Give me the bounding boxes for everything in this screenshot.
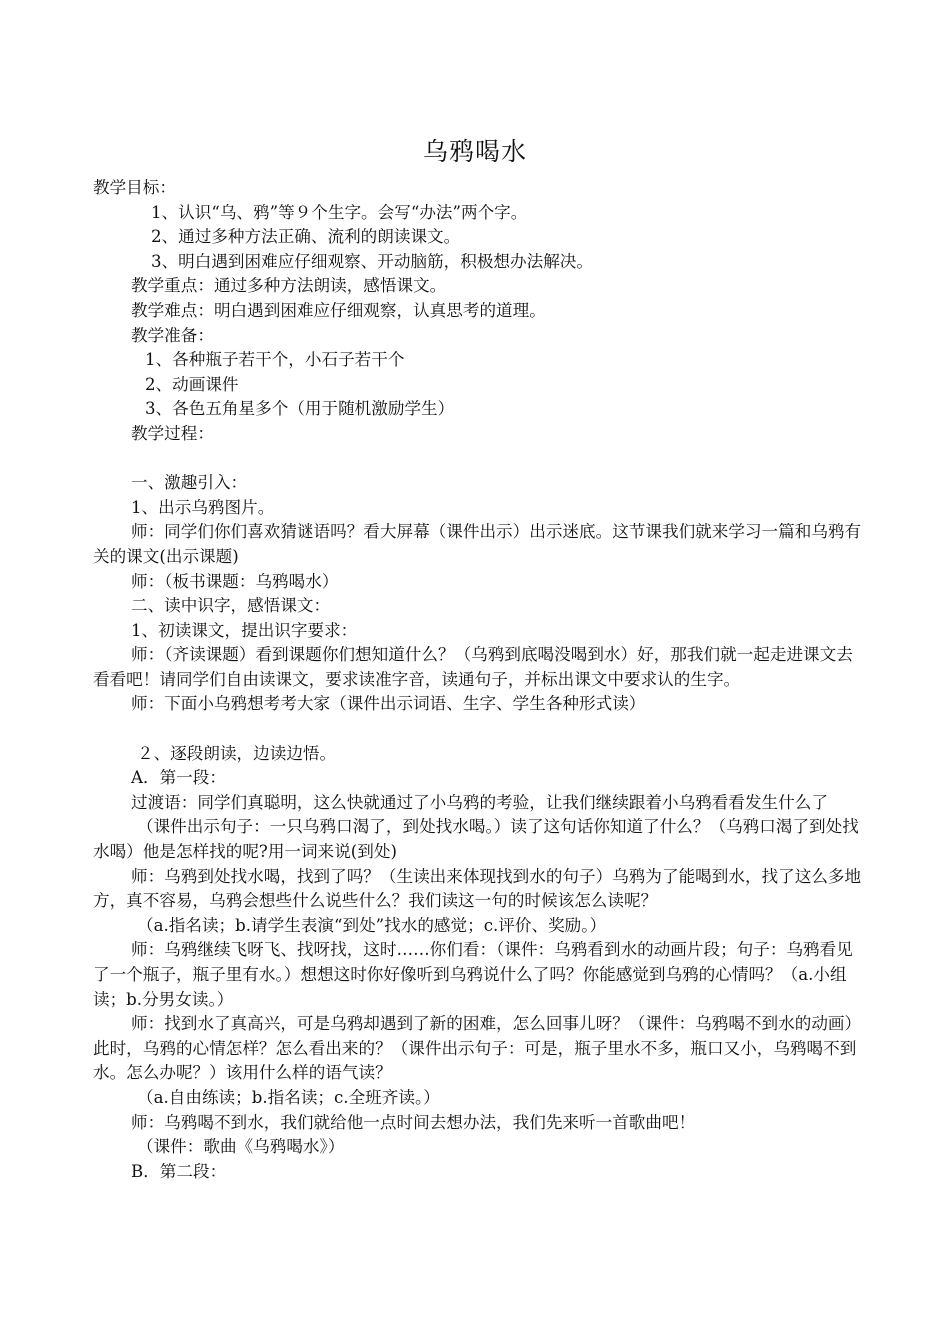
paragraph: 师：乌鸦继续飞呀飞、找呀找，这时……你们看：（课件：乌鸦看到水的动画片段；句子：乌鸦看见了一个瓶子，瓶子里有水。）想想这时你好像听到乌鸦说什么了吗？你能感觉到乌鸦的心情吗？（a.小组读；b.分男女读。） xyxy=(93,940,853,1009)
paragraph: 教学目标： xyxy=(93,178,176,197)
paragraph: 师：找到水了真高兴，可是乌鸦却遇到了新的困难，怎么回事儿呀？（课件：乌鸦喝不到水的动画）此时，乌鸦的心情怎样？怎么看出来的？（课件出示句子：可是，瓶子里水不多，瓶口又小，乌鸦喝不到水。怎么办呢？）该用什么样的语气读？ xyxy=(93,1014,862,1083)
paragraph: 二、读中识字，感悟课文： xyxy=(131,596,331,616)
paragraph: B．第二段： xyxy=(131,1161,227,1181)
paragraph: 教学过程： xyxy=(131,423,214,443)
paragraph: 师：（板书课题：乌鸦喝水） xyxy=(131,571,339,591)
paragraph: 3、明白遇到困难应仔细观察、开动脑筋，积极想办法解决。 xyxy=(151,251,593,271)
document-body xyxy=(93,176,865,1184)
paragraph: 师：乌鸦到处找水喝，找到了吗？（生读出来体现找到水的句子）乌鸦为了能喝到水，找了这么多地方，真不容易，乌鸦会想些什么说些什么？我们读这一句的时候该怎么读呢？ xyxy=(93,866,862,911)
paragraph: （a.指名读；b.请学生表演“到处”找水的感觉；c.评价、奖励。） xyxy=(137,915,607,935)
paragraph: 1、初读课文，提出识字要求： xyxy=(131,620,358,640)
paragraph: A．第一段： xyxy=(131,768,226,788)
paragraph: 2、动画课件 xyxy=(145,374,239,394)
blank-line xyxy=(93,717,865,742)
document-title: 乌鸦喝水 xyxy=(422,137,527,166)
paragraph: ２、逐段朗读，边读边悟。 xyxy=(137,743,337,763)
paragraph: 师：（齐读课题）看到课题你们想知道什么？（乌鸦到底喝没喝到水）好，那我们就一起走进课文去看看吧！请同学们自由读课文，要求读准字音，读通句子，并标出课文中要求认的生字。 xyxy=(93,645,853,689)
paragraph: 师：下面小乌鸦想考考大家（课件出示词语、生字、学生各种形式读） xyxy=(131,694,646,714)
paragraph: 过渡语：同学们真聪明，这么快就通过了小乌鸦的考验，让我们继续跟着小乌鸦看看发生什么了 xyxy=(131,792,828,812)
paragraph: （课件出示句子：一只乌鸦口渴了，到处找水喝。）读了这句话你知道了什么？（乌鸦口渴了到处找水喝）他是怎样找的呢?用一词来说(到处) xyxy=(93,817,859,862)
paragraph: 师：乌鸦喝不到水，我们就给他一点时间去想办法，我们先来听一首歌曲吧！ xyxy=(131,1112,696,1132)
paragraph: 一、激趣引入： xyxy=(131,473,248,493)
paragraph: 教学准备： xyxy=(131,325,214,345)
blank-line xyxy=(93,447,865,472)
paragraph: 教学难点：明白遇到困难应仔细观察，认真思考的道理。 xyxy=(131,300,546,320)
paragraph: 2、通过多种方法正确、流利的朗读课文。 xyxy=(151,227,461,247)
paragraph: 师：同学们你们喜欢猜谜语吗？看大屏幕（课件出示）出示迷底。这节课我们就来学习一篇和乌鸦有关的课文(出示课题) xyxy=(93,522,862,566)
paragraph: 1、出示乌鸦图片。 xyxy=(131,497,275,517)
paragraph: （课件：歌曲《乌鸦喝水》） xyxy=(137,1137,345,1157)
paragraph: 教学重点：通过多种方法朗读，感悟课文。 xyxy=(131,276,447,296)
paragraph: 3、各色五角星多个（用于随机激励学生） xyxy=(145,399,455,419)
paragraph: （a.自由练读；b.指名读；c.全班齐读。） xyxy=(137,1087,440,1107)
paragraph: 1、认识“乌、鸦”等９个生字。会写“办法”两个字。 xyxy=(151,202,528,222)
paragraph: 1、各种瓶子若干个，小石子若干个 xyxy=(145,350,405,370)
